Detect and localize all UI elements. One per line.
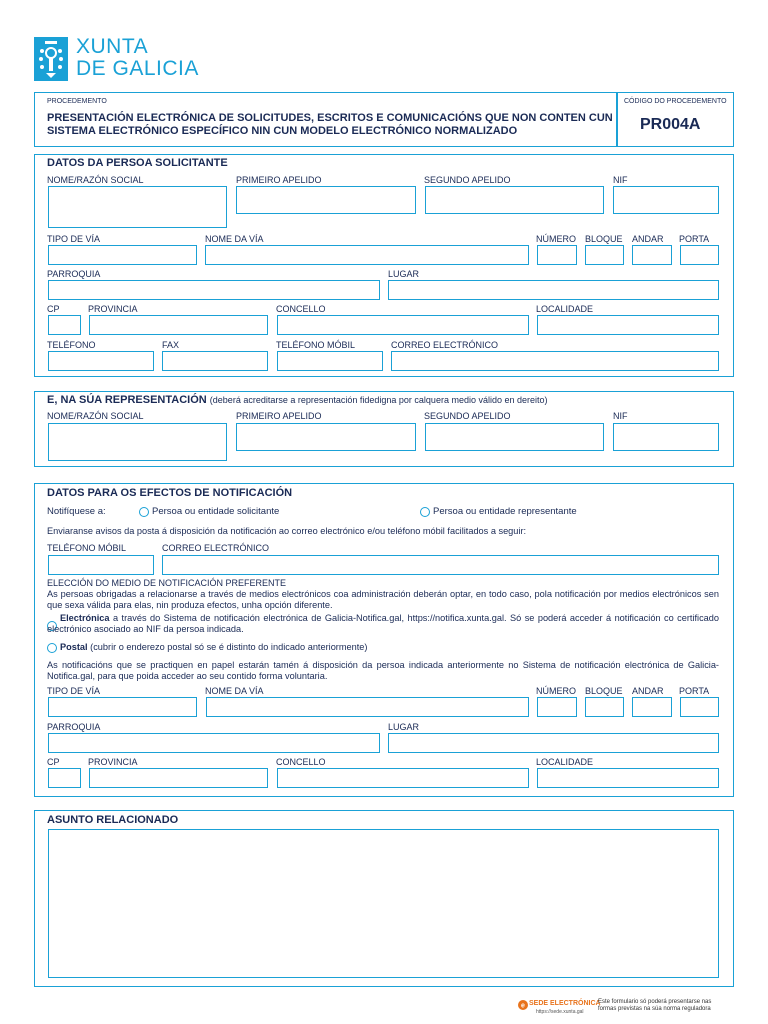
sede-logo	[518, 999, 601, 1017]
representative-surname2-label: SEGUNDO APELIDO	[424, 411, 511, 421]
notification-parish-label: PARROQUIA	[47, 722, 101, 732]
representative-nif-input[interactable]	[613, 423, 719, 451]
applicant-floor-label: ANDAR	[632, 234, 664, 244]
applicant-phone-input[interactable]	[48, 351, 154, 371]
applicant-road-name-label: NOME DA VÍA	[205, 234, 264, 244]
applicant-road-name-input[interactable]	[205, 245, 529, 265]
applicant-name-input[interactable]	[48, 186, 227, 228]
notification-number-input[interactable]	[537, 697, 577, 717]
applicant-cp-input[interactable]	[48, 315, 81, 335]
applicant-surname2-input[interactable]	[425, 186, 604, 214]
applicant-nif-label: NIF	[613, 175, 628, 185]
sede-url[interactable]: https://sede.xunta.gal	[536, 1009, 584, 1015]
paper-text: As notificacións que se practiquen en papel estarán tamén á disposición da persoa indicada anteriormente no Sistema de notificación electrónica de Galicia-Notifica.gal, para que poida acceder ao seu contido forma voluntaria.	[47, 660, 719, 681]
electronic-bold: Electrónica	[60, 613, 110, 623]
sede-label: SEDE ELECTRÓNICA	[529, 1000, 601, 1007]
applicant-locality-input[interactable]	[537, 315, 719, 335]
representative-heading	[47, 394, 548, 406]
representative-nif-label: NIF	[613, 411, 628, 421]
notify-to-label: Notifíquese a:	[47, 506, 106, 517]
applicant-mobile-label: TELÉFONO MÓBIL	[276, 340, 356, 350]
logo-line-1: XUNTA	[76, 35, 149, 58]
footer-note	[598, 999, 711, 1013]
notification-block-label: BLOQUE	[585, 686, 623, 696]
applicant-number-label: NÚMERO	[536, 234, 576, 244]
notification-place-label: LUGAR	[388, 722, 420, 732]
electronic-text: a través do Sistema de notificación electrónica de Galicia-Notifica.gal, https://notifica.xunta.gal. Só se poderá acceder á notificación co certificado electrónico asociado ao NIF da persoa indicada.	[47, 613, 719, 634]
notification-road-name-label: NOME DA VÍA	[205, 686, 264, 696]
applicant-province-label: PROVINCIA	[88, 304, 138, 314]
choice-text: As persoas obrigadas a relacionarse a través de medios electrónicos coa administración deberán optar, en todo caso, pola notificación por medios electrónicos sen que sexa válida para elas, nin produza efectos, unha opción diferente.	[47, 589, 719, 610]
representative-name-label: NOME/RAZÓN SOCIAL	[47, 411, 144, 421]
notification-council-input[interactable]	[277, 768, 529, 788]
applicant-surname2-label: SEGUNDO APELIDO	[424, 175, 511, 185]
notification-council-label: CONCELLO	[276, 757, 326, 767]
choice-title: ELECCIÓN DO MEDIO DE NOTIFICACIÓN PREFERENTE	[47, 578, 287, 588]
notification-floor-label: ANDAR	[632, 686, 664, 696]
applicant-number-input[interactable]	[537, 245, 577, 265]
notification-door-input[interactable]	[680, 697, 719, 717]
notification-locality-input[interactable]	[537, 768, 719, 788]
procedure-title-line-1: PRESENTACIÓN ELECTRÓNICA DE SOLICITUDES, ESCRITOS E COMUNICACIÓNS QUE NON CONTEN CUN	[47, 112, 613, 124]
applicant-cp-label: CP	[47, 304, 60, 314]
notification-road-name-input[interactable]	[206, 697, 529, 717]
postal-radio[interactable]	[47, 643, 57, 653]
applicant-road-type-label: TIPO DE VÍA	[47, 234, 101, 244]
notify-applicant-radio[interactable]	[139, 507, 149, 517]
representative-title: E, NA SÚA REPRESENTACIÓN	[47, 394, 207, 406]
procedure-code-label: CÓDIGO DO PROCEDEMENTO	[624, 98, 727, 105]
logo-line-2: DE GALICIA	[76, 57, 199, 80]
galicia-shield-icon	[34, 37, 68, 81]
notification-cp-label: CP	[47, 757, 60, 767]
applicant-name-label: NOME/RAZÓN SOCIAL	[47, 175, 144, 185]
svg-text:e: e	[521, 1002, 525, 1010]
applicant-place-label: LUGAR	[388, 269, 420, 279]
applicant-phone-label: TELÉFONO	[47, 340, 96, 350]
electronic-option	[47, 613, 719, 635]
applicant-locality-label: LOCALIDADE	[536, 304, 594, 314]
applicant-email-input[interactable]	[391, 351, 719, 371]
subject-title: ASUNTO RELACIONADO	[47, 814, 179, 826]
sede-electronica-icon	[518, 1000, 528, 1010]
subject-textarea[interactable]	[48, 829, 719, 978]
notification-mobile-label: TELÉFONO MÓBIL	[47, 543, 127, 553]
notification-title: DATOS PARA OS EFECTOS DE NOTIFICACIÓN	[47, 487, 293, 499]
applicant-fax-input[interactable]	[162, 351, 268, 371]
notification-province-label: PROVINCIA	[88, 757, 138, 767]
applicant-council-input[interactable]	[277, 315, 529, 335]
footer-note-line-2: formas previstas na súa norma reguladora	[598, 1006, 711, 1012]
procedure-code: PR004A	[640, 116, 701, 133]
representative-surname1-label: PRIMEIRO APELIDO	[236, 411, 322, 421]
representative-note: (deberá acreditarse a representación fidedigna por calquera medio válido en dereito)	[209, 395, 548, 405]
notification-floor-input[interactable]	[632, 697, 672, 717]
notification-locality-label: LOCALIDADE	[536, 757, 594, 767]
applicant-council-label: CONCELLO	[276, 304, 326, 314]
representative-surname2-input[interactable]	[425, 423, 604, 451]
applicant-parish-input[interactable]	[48, 280, 380, 300]
notification-email-input[interactable]	[162, 555, 719, 575]
xunta-logo	[34, 37, 204, 83]
notification-block-input[interactable]	[585, 697, 624, 717]
applicant-road-type-input[interactable]	[48, 245, 197, 265]
applicant-surname1-input[interactable]	[236, 186, 416, 214]
representative-name-input[interactable]	[48, 423, 227, 461]
applicant-province-input[interactable]	[89, 315, 268, 335]
notification-cp-input[interactable]	[48, 768, 81, 788]
procedure-label: PROCEDEMENTO	[47, 98, 107, 105]
postal-bold: Postal	[60, 642, 88, 652]
applicant-email-label: CORREO ELECTRÓNICO	[391, 340, 499, 350]
notify-representative-radio[interactable]	[420, 507, 430, 517]
applicant-fax-label: FAX	[162, 340, 180, 350]
notification-mobile-input[interactable]	[48, 555, 154, 575]
applicant-mobile-input[interactable]	[277, 351, 383, 371]
applicant-block-input[interactable]	[585, 245, 624, 265]
applicant-parish-label: PARROQUIA	[47, 269, 101, 279]
notify-representative-label: Persoa ou entidade representante	[433, 506, 577, 517]
applicant-surname1-label: PRIMEIRO APELIDO	[236, 175, 322, 185]
applicant-title: DATOS DA PERSOA SOLICITANTE	[47, 157, 228, 169]
notification-road-type-label: TIPO DE VÍA	[47, 686, 101, 696]
footer-note-line-1: Este formulario só poderá presentarse nas	[598, 999, 712, 1005]
applicant-place-input[interactable]	[388, 280, 719, 300]
applicant-door-label: PORTA	[679, 234, 710, 244]
applicant-block-label: BLOQUE	[585, 234, 623, 244]
applicant-nif-input[interactable]	[613, 186, 719, 214]
notice-text: Enviaranse avisos da posta á disposición da notificación ao correo electrónico e/ou teléfono móbil facilitados a seguir:	[47, 526, 527, 536]
applicant-floor-input[interactable]	[632, 245, 672, 265]
notification-door-label: PORTA	[679, 686, 710, 696]
postal-option	[60, 642, 367, 653]
notification-email-label: CORREO ELECTRÓNICO	[162, 543, 270, 553]
notify-applicant-label: Persoa ou entidade solicitante	[152, 506, 280, 517]
procedure-title-line-2: SISTEMA ELECTRÓNICO ESPECÍFICO NIN CUN MODELO ELECTRÓNICO NORMALIZADO	[47, 125, 518, 137]
representative-surname1-input[interactable]	[236, 423, 416, 451]
notification-province-input[interactable]	[89, 768, 268, 788]
procedure-divider	[616, 92, 618, 147]
notification-road-type-input[interactable]	[48, 697, 197, 717]
postal-text: (cubrir o enderezo postal só se é distinto do indicado anteriormente)	[90, 642, 368, 652]
notification-number-label: NÚMERO	[536, 686, 576, 696]
applicant-door-input[interactable]	[680, 245, 719, 265]
notification-parish-input[interactable]	[48, 733, 380, 753]
notification-place-input[interactable]	[388, 733, 719, 753]
